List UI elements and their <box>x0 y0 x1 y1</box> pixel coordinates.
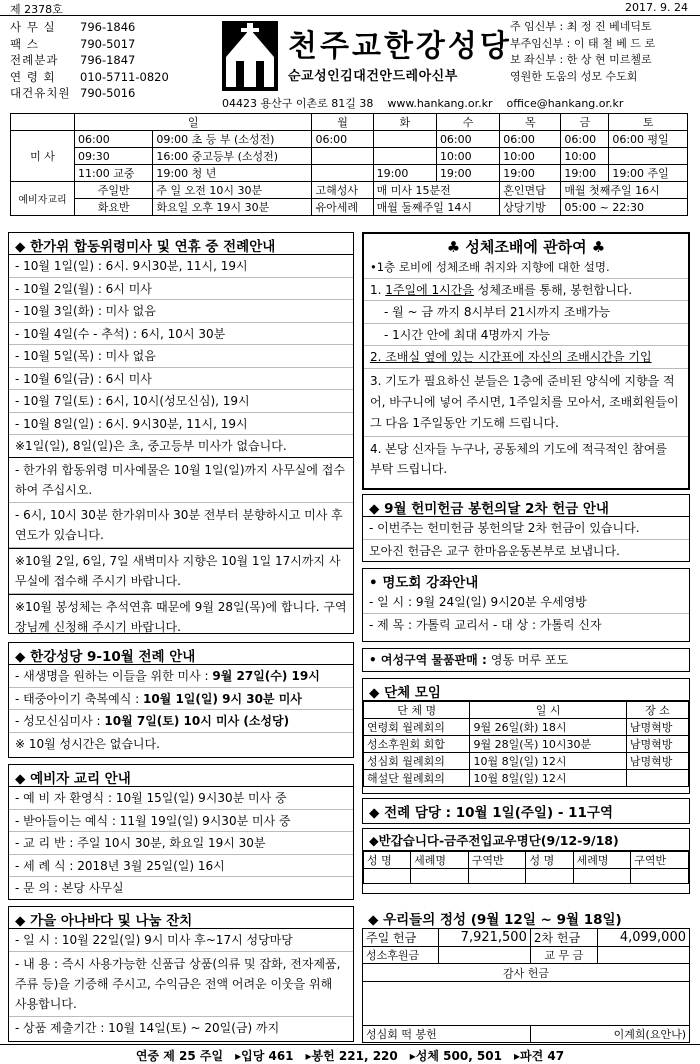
offering-totals: ◆ 우리들의 정성 (9월 12일 ~ 9월 18일) 주일 헌금 7,921,500 2차 헌금 4,099,000 성소후원금 교 무 금 감사 헌금 성심회 떡 봉헌 이계희(요안나) <box>362 906 690 1042</box>
hymn-footer: 연중 제 25 주일 ▸입당 461 ▸봉헌 221, 220 ▸성체 500, 501 ▸파견 47 <box>0 1044 700 1064</box>
liturgy-notice: ◆ 한강성당 9-10월 전례 안내 - 새생명을 원하는 이들을 위한 미사 : 9월 27일(수) 19시 - 태중아이기 축복예식 : 10월 1일(일) 9시 30분 미사 - 성모신심미사 : 10월 7일(토) 10시 미사 (소성당) ※ 10월 성시간은 없습니다. <box>8 642 354 758</box>
newcomers-table: 성 명 세례명 구역반 성 명 세례명 구역반 <box>363 851 689 884</box>
group-meetings: ◆ 단체 모임 단 체 명 일 시 장 소 연령회 월례회의 9월 26일(화) 18시 남명혁방 성소후원회 회합 9월 28일(목) 10시30분 남명혁방 성심회 월례회의 10월 8일(일) 12시 남명혁방 해설단 월례회의 10월 8일(일) 12시 <box>362 678 690 794</box>
chuseok-mass-notice: ◆ 한가위 합동위령미사 및 연휴 중 전례안내 - 10월 1일(일) : 6시. 9시30분, 11시, 19시 - 10월 2일(월) : 6시 미사 - 10월 3일(화) : 미사 없음 - 10월 4일(수 - 추석) : 6시, 10시 30분 - 10월 5일(목) : 미사 없음 - 10월 6일(금) : 6시 미사 - 10월 7일(토) : 6시, 10시(성모신심), 19시 - 10월 8일(일) : 6시. 9시30분, 11시, 19시 ※1일(일), 8일(일)은 초, 중고등부 미사가 없습니다. - 한가위 합동위령 미사예물은 10월 1일(일)까지 사무실에 접수하여 주십시오. - 6시, 10시 30분 한가위미사 30분 전부터 분향하시고 미사 후 연도가 있습니다. ※10월 2일, 6일, 7일 새벽미사 지향은 10월 1일 17시까지 사무실에 접수해 주시기 바랍니다. ※10월 봉성체는 추석연휴 때문에 9월 28일(목)에 합니다. 구역장님께 신청해 주시기 바랍니다. <box>8 232 354 634</box>
bazaar-notice: ◆ 가을 아나바다 및 나눔 잔치 - 일 시 : 10월 22일(일) 9시 미사 후~17시 성당마당 - 내 용 : 즉시 사용가능한 신품급 상품(의류 및 잡화, 전자제품, 주류 등)을 기증해 주시고, 수익금은 전액 어려운 이웃을 위해 사용합니다. - 상품 제출기간 : 10월 14일(토) ~ 20일(금) 까지 <box>8 906 354 1042</box>
top-bar <box>0 0 700 16</box>
website-link[interactable]: www.hankang.or.kr <box>387 97 493 110</box>
sale-notice: • 여성구역 물품판매 : 영동 머루 포도 <box>362 648 690 672</box>
parish-title: 천주교한강성당 <box>288 29 512 64</box>
email-link[interactable]: office@hankang.or.kr <box>506 97 624 110</box>
mass-schedule-table: 일 월 화 수 목 금 토 미 사 06:00 09:00 초 등 부 (소성전) 06:00 06:00 06:00 06:00 06:00 평일 09:30 16:00 중고등부 (소성전) 10:00 10:00 10:00 11:00 교중 19:00 청 년 19:00 19:00 19:00 19:00 19:00 주일 예비자교리 주일반 주 일 오전 10시 30분 고해성사 매 미사 15분전 혼인면담 매월 첫째주일 16시 화요반 화요일 오후 19시 30분 유아세례 매월 둘째주일 14시 상당기방 05:00 ~ 22:30 <box>10 113 688 216</box>
liturgy-duty: ◆ 전례 담당 : 10월 1일(주일) - 11구역 <box>362 798 690 824</box>
meeting-table: 단 체 명 일 시 장 소 연령회 월례회의 9월 26일(화) 18시 남명혁방 성소후원회 회합 9월 28일(목) 10시30분 남명혁방 성심회 월례회의 10월 8일(일) 12시 남명혁방 해설단 월례회의 10월 8일(일) 12시 <box>363 701 689 787</box>
address-line: 04423 용산구 이촌로 81길 38 www.hankang.or.kr office@hankang.or.kr <box>222 97 624 110</box>
offering-notice: ◆ 9월 헌미헌금 봉헌의달 2차 헌금 안내 - 이번주는 헌미헌금 봉헌의달 2차 헌금이 있습니다. 모아진 헌금은 교구 한마음운동본부로 보냅니다. <box>362 494 690 562</box>
catechumen-notice: ◆ 예비자 교리 안내 - 예 비 자 환영식 : 10월 15일(일) 9시30분 미사 중 - 받아들이는 예식 : 11월 19일(일) 9시30분 미사 중 - 교 리 반 : 주일 10시 30분, 화요일 19시 30분 - 세 례 식 : 2018년 3월 25일(일) 16시 - 문 의 : 본당 사무실 <box>8 764 354 900</box>
contact-list: 사 무 실 796-1846 팩 스 790-5017 전례분과 796-1847 연 령 회 010-5711-0820 대건유치원 790-5016 <box>10 20 169 100</box>
clergy-list: 주 임신부 : 최 정 진 베네딕토 부주임신부 : 이 태 철 베 드 로 보 좌신부 : 한 상 현 미르첼로 영원한 도움의 성모 수도회 <box>510 20 656 83</box>
lecture-notice: • 명도회 강좌안내 - 일 시 : 9월 24일(일) 9시20분 우세영방 - 제 목 : 가톨릭 교리서 - 대 상 : 가톨릭 신자 <box>362 568 690 642</box>
offering-table: 주일 헌금 7,921,500 2차 헌금 4,099,000 성소후원금 교 무 금 감사 헌금 성심회 떡 봉헌 이계희(요안나) <box>362 928 690 1043</box>
adoration-notice: ♣ 성체조배에 관하여 ♣ •1층 로비에 성체조배 취지와 지향에 대한 설명. 1. 1주일에 1시간을 성체조배를 통해, 봉헌합니다. - 월 ~ 금 까지 8시부터 21시까지 조배가능 - 1시간 안에 최대 4명까지 가능 2. 조배실 옆에 있는 시간표에 자신의 조배시간을 기입 3. 기도가 필요하신 분들은 1층에 준비된 양식에 지향을 적어, 바구니에 넣어 주시면, 1주일치를 모아서, 조배회원들이 그 다음 1주일동안 기도해 드립니다. 4. 본당 신자들 누구나, 공동체의 기도에 적극적인 참여를 부탁 드립니다. <box>362 232 690 490</box>
issue-number: 제 2378호 <box>10 3 63 16</box>
issue-date: 2017. 9. 24 <box>625 1 688 14</box>
masthead <box>0 17 700 111</box>
newcomers-list: ◆반갑습니다-금주전입교우명단(9/12-9/18) 성 명 세례명 구역반 성 명 세례명 구역반 <box>362 828 690 894</box>
church-logo-icon <box>222 21 278 91</box>
parish-subtitle: 순교성인김대건안드레아신부 <box>288 69 458 84</box>
